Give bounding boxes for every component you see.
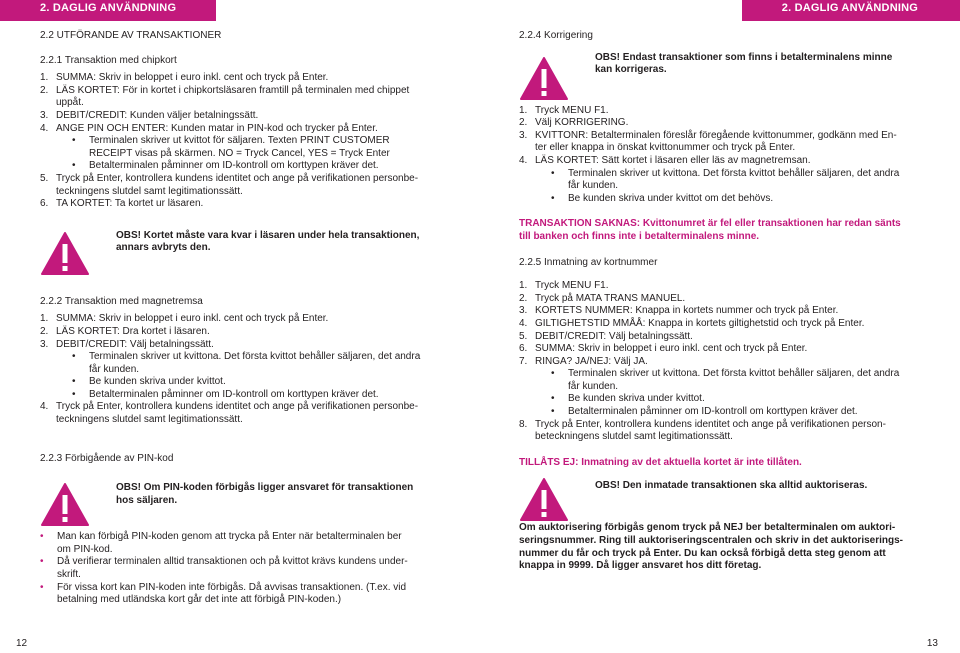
not-allowed-text: TILLÅTS EJ: Inmatning av det aktuella kortet är inte tillåten. bbox=[519, 456, 802, 468]
bullet-mark bbox=[551, 180, 568, 193]
heading-2-2-3: 2.2.3 Förbigående av PIN-kod bbox=[40, 452, 174, 464]
list-text: Be kunden skriva under kvittot. bbox=[89, 376, 226, 388]
list-text: Betalterminalen påminner om ID-kontroll om korttypen kräver det. bbox=[89, 388, 379, 400]
right-page bbox=[519, 26, 931, 573]
list-text: teckningens slutdel samt legitimationssätt. bbox=[56, 185, 243, 197]
list-bullet bbox=[40, 594, 452, 607]
step-number: 3. bbox=[519, 129, 528, 141]
step-number: 1. bbox=[519, 104, 528, 116]
list-text: teckningens slutdel samt legitimationssätt. bbox=[56, 414, 243, 426]
list-step bbox=[40, 97, 452, 110]
list-text: Man kan förbigå PIN-koden genom att trycka på Enter när betalterminalen ber bbox=[57, 531, 402, 543]
left-page bbox=[40, 26, 452, 607]
list-text: Tryck på Enter, kontrollera kundens identitet och ange på verifikationen personbe- bbox=[56, 401, 419, 413]
list-step bbox=[519, 431, 931, 444]
step-number: 6. bbox=[40, 198, 49, 210]
obs-line: OBS! Om PIN-koden förbigås ligger ansvaret för transaktionen bbox=[116, 482, 414, 494]
step-number: 3. bbox=[40, 109, 49, 121]
warning-icon bbox=[40, 231, 90, 276]
step-number bbox=[40, 414, 56, 427]
step-number: 2. bbox=[519, 117, 528, 129]
list-step bbox=[40, 326, 452, 339]
list-bullet bbox=[519, 193, 931, 206]
list-step bbox=[519, 105, 931, 118]
list-bullet bbox=[40, 389, 452, 402]
list-text: Betalterminalen påminner om ID-kontroll om korttypen kräver det. bbox=[89, 160, 379, 172]
auth-line: seringsnummer. Ring till auktoriseringscentralen och skriv in det auktoriserings- bbox=[519, 535, 903, 547]
step-number bbox=[40, 186, 56, 199]
list-step bbox=[519, 356, 931, 369]
step-number: 2. bbox=[40, 84, 49, 96]
list-text: GILTIGHETSTID MMÅÅ: Knappa in kortets giltighetstid och tryck på Enter. bbox=[535, 317, 865, 329]
list-bullet bbox=[40, 531, 452, 544]
list-text: Terminalen skriver ut kvittona. Det första kvittot behåller säljaren, det andra bbox=[568, 167, 900, 179]
heading-2-2-5: 2.2.5 Inmatning av kortnummer bbox=[519, 256, 658, 268]
list-text: DEBIT/CREDIT: Kunden väljer betalningssätt. bbox=[56, 109, 259, 121]
list-step bbox=[40, 414, 452, 427]
list-text: får kunden. bbox=[89, 363, 140, 375]
list-bullet bbox=[40, 569, 452, 582]
list-step bbox=[40, 123, 452, 136]
warning-icon bbox=[519, 56, 569, 101]
s5-steps-2 bbox=[519, 419, 931, 444]
list-step bbox=[519, 331, 931, 344]
list-bullet bbox=[519, 180, 931, 193]
list-step bbox=[40, 339, 452, 352]
list-step bbox=[519, 318, 931, 331]
list-text: LÄS KORTET: Sätt kortet i läsaren eller läs av magnetremsan. bbox=[535, 154, 811, 166]
bullet-mark bbox=[40, 594, 57, 607]
list-text: KORTETS NUMMER: Knappa in kortets nummer och tryck på Enter. bbox=[535, 305, 839, 317]
heading-2-2-2: 2.2.2 Transaktion med magnetremsa bbox=[40, 295, 203, 307]
step-number: 5. bbox=[519, 330, 528, 342]
list-text: Betalterminalen påminner om ID-kontroll om korttypen kräver det. bbox=[568, 406, 858, 418]
bullet-mark: • bbox=[551, 167, 555, 179]
list-text: får kunden. bbox=[568, 380, 619, 392]
s1-steps-2 bbox=[40, 173, 452, 211]
bullet-mark: • bbox=[40, 531, 44, 543]
list-bullet bbox=[40, 582, 452, 595]
bullet-mark: • bbox=[72, 388, 76, 400]
obs-line: annars avbryts den. bbox=[116, 242, 211, 254]
step-number bbox=[519, 142, 535, 155]
page-number-left: 12 bbox=[16, 638, 28, 649]
list-step bbox=[40, 186, 452, 199]
list-text: För vissa kort kan PIN-koden inte förbigås. Då avvisas transaktionen. (T.ex. vid bbox=[57, 581, 407, 593]
list-text: SUMMA: Skriv in beloppet i euro inkl. cent och tryck på Enter. bbox=[56, 72, 329, 84]
list-text: får kunden. bbox=[568, 180, 619, 192]
list-text: Då verifierar terminalen alltid transaktionen och på kvittot krävs kundens under- bbox=[57, 556, 408, 568]
list-step bbox=[519, 142, 931, 155]
list-bullet bbox=[40, 160, 452, 173]
step-number: 2. bbox=[40, 325, 49, 337]
bullet-mark: • bbox=[551, 406, 555, 418]
heading-2-2-1: 2.2.1 Transaktion med chipkort bbox=[40, 54, 177, 66]
list-text: Tryck MENU F1. bbox=[535, 104, 609, 116]
heading-2-2-4: 2.2.4 Korrigering bbox=[519, 30, 593, 41]
list-text: skrift. bbox=[57, 569, 81, 581]
step-number: 3. bbox=[40, 338, 49, 350]
list-text: betalning med utländska kort går det inte att förbigå PIN-koden.) bbox=[57, 594, 342, 606]
s2-bullets bbox=[40, 351, 452, 401]
obs-block-3 bbox=[519, 52, 931, 101]
transaction-missing-line: TRANSAKTION SAKNAS: Kvittonumret är fel eller transaktionen har redan sänts bbox=[519, 218, 901, 230]
bullet-mark: • bbox=[551, 368, 555, 380]
step-number: 1. bbox=[519, 280, 528, 292]
step-number: 1. bbox=[40, 72, 49, 84]
bullet-mark: • bbox=[40, 556, 44, 568]
obs-block-2 bbox=[40, 482, 452, 527]
bullet-mark bbox=[40, 569, 57, 582]
transaction-missing-line: till banken och finns inte i betalterminalens minne. bbox=[519, 230, 760, 242]
list-text: Terminalen skriver ut kvittona. Det första kvittot behåller säljaren, det andra bbox=[568, 368, 900, 380]
list-text: Tryck på Enter, kontrollera kundens identitet och ange på verifikationen personbe- bbox=[56, 172, 419, 184]
bullet-mark bbox=[551, 381, 568, 394]
list-text: ter eller knappa in önskat kvittonummer och tryck på Enter. bbox=[535, 142, 796, 154]
obs-line: hos säljaren. bbox=[116, 494, 178, 506]
s1-steps bbox=[40, 72, 452, 135]
auth-line: nummer du får och tryck på Enter. Du kan också förbigå detta steg genom att bbox=[519, 547, 886, 559]
list-step bbox=[519, 280, 931, 293]
warning-icon bbox=[519, 477, 569, 522]
list-text: Terminalen skriver ut kvittot för säljaren. Texten PRINT CUSTOMER bbox=[89, 135, 390, 147]
list-text: TA KORTET: Ta kortet ur läsaren. bbox=[56, 198, 204, 210]
list-text: RINGA? JA/NEJ: Välj JA. bbox=[535, 355, 648, 367]
obs-block-4 bbox=[519, 477, 931, 522]
list-step bbox=[40, 401, 452, 414]
step-number: 1. bbox=[40, 313, 49, 325]
list-step bbox=[40, 85, 452, 98]
list-step bbox=[40, 313, 452, 326]
list-bullet bbox=[40, 376, 452, 389]
list-bullet bbox=[40, 544, 452, 557]
step-number bbox=[519, 431, 535, 444]
s5-steps bbox=[519, 280, 931, 368]
list-step bbox=[519, 155, 931, 168]
obs-block-1 bbox=[40, 231, 452, 276]
list-bullet bbox=[40, 351, 452, 364]
s2-steps bbox=[40, 313, 452, 351]
list-bullet bbox=[519, 168, 931, 181]
list-step bbox=[519, 293, 931, 306]
step-number: 7. bbox=[519, 355, 528, 367]
list-text: SUMMA: Skriv in beloppet i euro inkl. cent och tryck på Enter. bbox=[535, 343, 808, 355]
list-bullet bbox=[519, 381, 931, 394]
step-number: 3. bbox=[519, 305, 528, 317]
list-bullet bbox=[40, 364, 452, 377]
list-text: Välj KORRIGERING. bbox=[535, 117, 629, 129]
list-text: LÄS KORTET: För in kortet i chipkortsläsaren framtill på terminalen med chippet bbox=[56, 84, 410, 96]
list-step bbox=[519, 305, 931, 318]
header-right: 2. DAGLIG ANVÄNDNING bbox=[742, 0, 960, 21]
auth-line: Om auktorisering förbigås genom tryck på NEJ ber betalterminalen om auktori- bbox=[519, 522, 896, 534]
bullet-mark bbox=[72, 364, 89, 377]
step-number: 4. bbox=[519, 154, 528, 166]
list-step bbox=[40, 198, 452, 211]
bullet-mark: • bbox=[72, 376, 76, 388]
bullet-mark: • bbox=[40, 581, 44, 593]
list-step bbox=[519, 117, 931, 130]
list-text: Terminalen skriver ut kvittona. Det första kvittot behåller säljaren, det andra bbox=[89, 351, 421, 363]
list-text: Be kunden skriva under kvittot om det behövs. bbox=[568, 192, 774, 204]
step-number: 6. bbox=[519, 343, 528, 355]
s4-steps bbox=[519, 105, 931, 168]
list-step bbox=[40, 110, 452, 123]
list-step bbox=[40, 173, 452, 186]
step-number: 2. bbox=[519, 292, 528, 304]
header-left: 2. DAGLIG ANVÄNDNING bbox=[0, 0, 216, 21]
s1-bullets bbox=[40, 135, 452, 173]
list-text: ANGE PIN OCH ENTER: Kunden matar in PIN-kod och trycker på Enter. bbox=[56, 122, 378, 134]
list-step bbox=[40, 72, 452, 85]
obs-line: OBS! Kortet måste vara kvar i läsaren under hela transaktionen, bbox=[116, 229, 420, 241]
list-step bbox=[519, 419, 931, 432]
list-text: DEBIT/CREDIT: Välj betalningssätt. bbox=[535, 330, 693, 342]
list-bullet bbox=[519, 368, 931, 381]
step-number: 4. bbox=[40, 401, 49, 413]
list-text: RECEIPT visas på skärmen. NO = Tryck Cancel, YES = Tryck Enter bbox=[89, 147, 390, 159]
list-text: SUMMA: Skriv in beloppet i euro inkl. cent och tryck på Enter. bbox=[56, 313, 329, 325]
list-step bbox=[519, 343, 931, 356]
s5-bullets bbox=[519, 368, 931, 418]
list-text: Tryck MENU F1. bbox=[535, 280, 609, 292]
step-number bbox=[40, 97, 56, 110]
list-bullet bbox=[40, 556, 452, 569]
bullet-mark: • bbox=[551, 393, 555, 405]
obs-line: OBS! Endast transaktioner som finns i betalterminalens minne bbox=[595, 51, 893, 63]
list-text: uppåt. bbox=[56, 97, 84, 109]
list-text: LÄS KORTET: Dra kortet i läsaren. bbox=[56, 325, 210, 337]
warning-icon bbox=[40, 482, 90, 527]
step-number: 8. bbox=[519, 418, 528, 430]
list-bullet bbox=[40, 148, 452, 161]
list-bullet bbox=[519, 393, 931, 406]
list-text: om PIN-kod. bbox=[57, 543, 113, 555]
bullet-mark bbox=[72, 148, 89, 161]
bullet-mark bbox=[40, 544, 57, 557]
list-text: Tryck på MATA TRANS MANUEL. bbox=[535, 292, 686, 304]
list-bullet bbox=[519, 406, 931, 419]
list-bullet bbox=[40, 135, 452, 148]
step-number: 4. bbox=[40, 122, 49, 134]
section-title: 2.2 UTFÖRANDE AV TRANSAKTIONER bbox=[40, 30, 222, 41]
obs-line: OBS! Den inmatade transaktionen ska alltid auktoriseras. bbox=[595, 480, 868, 492]
bullet-mark: • bbox=[72, 135, 76, 147]
list-text: DEBIT/CREDIT: Välj betalningssätt. bbox=[56, 338, 214, 350]
page-number-right: 13 bbox=[926, 638, 938, 649]
obs-line: kan korrigeras. bbox=[595, 64, 667, 76]
s4-bullets bbox=[519, 168, 931, 206]
list-step bbox=[519, 130, 931, 143]
bullet-mark: • bbox=[72, 351, 76, 363]
bullet-mark: • bbox=[72, 160, 76, 172]
list-text: beteckningens slutdel samt legitimationssätt. bbox=[535, 431, 733, 443]
bullet-mark: • bbox=[551, 192, 555, 204]
list-text: Tryck på Enter, kontrollera kundens identitet och ange på verifikationen person- bbox=[535, 418, 886, 430]
list-text: KVITTONR: Betalterminalen föreslår föregående kvittonummer, godkänn med En- bbox=[535, 129, 897, 141]
step-number: 4. bbox=[519, 317, 528, 329]
s2-steps-2 bbox=[40, 401, 452, 426]
step-number: 5. bbox=[40, 172, 49, 184]
list-text: Be kunden skriva under kvittot. bbox=[568, 393, 705, 405]
s3-bullets bbox=[40, 531, 452, 607]
auth-line: knappa in 9999. Då ligger ansvaret hos ditt företag. bbox=[519, 560, 762, 572]
